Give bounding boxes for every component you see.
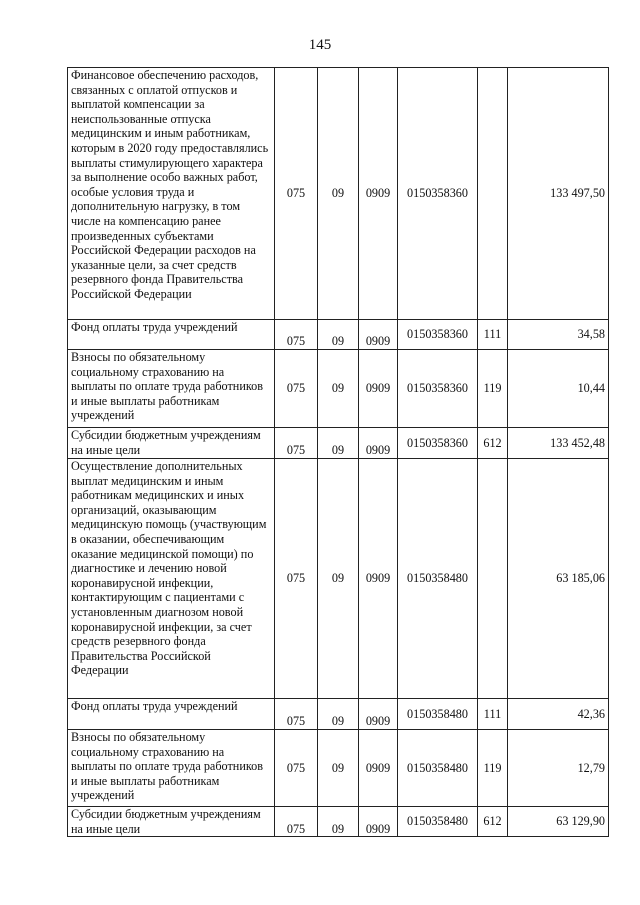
target-article-code: 0150358360: [398, 428, 478, 459]
expense-name: Взносы по обязательному социальному страхованию на выплаты по оплате труда работников и иные выплаты работникам учреждений: [68, 730, 275, 807]
subsection-code: 0909: [359, 459, 398, 699]
table-row: [68, 350, 609, 428]
admin-code: 075: [275, 320, 318, 350]
expense-type-code: 111: [478, 699, 508, 730]
expense-name: Субсидии бюджетным учреждениям на иные цели: [68, 807, 275, 837]
table-row: [68, 320, 609, 350]
table-row: [68, 68, 609, 320]
expense-type-code: 119: [478, 350, 508, 428]
table-row: [68, 428, 609, 459]
amount: 63 129,90: [508, 807, 609, 837]
section-code: 09: [318, 459, 359, 699]
expense-type-code: 612: [478, 807, 508, 837]
amount: 63 185,06: [508, 459, 609, 699]
amount: 133 452,48: [508, 428, 609, 459]
subsection-code: 0909: [359, 68, 398, 320]
target-article-code: 0150358360: [398, 68, 478, 320]
expense-type-code: [478, 459, 508, 699]
amount: 34,58: [508, 320, 609, 350]
admin-code: 075: [275, 68, 318, 320]
admin-code: 075: [275, 428, 318, 459]
expense-name: Субсидии бюджетным учреждениям на иные цели: [68, 428, 275, 459]
expense-type-code: 111: [478, 320, 508, 350]
section-code: 09: [318, 68, 359, 320]
admin-code: 075: [275, 807, 318, 837]
target-article-code: 0150358480: [398, 730, 478, 807]
subsection-code: 0909: [359, 350, 398, 428]
table-row: [68, 807, 609, 837]
amount: 42,36: [508, 699, 609, 730]
section-code: 09: [318, 320, 359, 350]
section-code: 09: [318, 730, 359, 807]
table-row: [68, 730, 609, 807]
target-article-code: 0150358360: [398, 320, 478, 350]
section-code: 09: [318, 428, 359, 459]
subsection-code: 0909: [359, 699, 398, 730]
admin-code: 075: [275, 459, 318, 699]
subsection-code: 0909: [359, 320, 398, 350]
table-row: [68, 459, 609, 699]
expense-name: Взносы по обязательному социальному страхованию на выплаты по оплате труда работников и иные выплаты работникам учреждений: [68, 350, 275, 428]
admin-code: 075: [275, 730, 318, 807]
amount: 10,44: [508, 350, 609, 428]
expense-name: Финансовое обеспечению расходов, связанных с оплатой отпусков и выплатой компенсации за неиспользованные отпуска медицинским и иным работникам, которым в 2020 году предоставлялись выплаты стимулирующего характера за выполнение особо важных работ, особые условия труда и дополнительную нагрузку, в том числе на компенсацию ранее произведенных субъектами Российской Федерации расходов на указанные цели, за счет средств резервного фонда Правительства Российской Федерации: [68, 68, 275, 320]
section-code: 09: [318, 350, 359, 428]
expense-name: Осуществление дополнительных выплат медицинским и иным работникам медицинских и иных организаций, оказывающим медицинскую помощь (участвующим в оказании, обеспечивающим оказание медицинской помощи) по диагностике и лечению новой коронавирусной инфекции, контактирующим с пациентами с установленным диагнозом новой коронавирусной инфекции, за счет средств резервного фонда Правительства Российской Федерации: [68, 459, 275, 699]
expense-type-code: [478, 68, 508, 320]
admin-code: 075: [275, 699, 318, 730]
target-article-code: 0150358480: [398, 459, 478, 699]
subsection-code: 0909: [359, 730, 398, 807]
target-article-code: 0150358360: [398, 350, 478, 428]
expense-type-code: 119: [478, 730, 508, 807]
target-article-code: 0150358480: [398, 807, 478, 837]
admin-code: 075: [275, 350, 318, 428]
page-number: 145: [308, 37, 332, 53]
section-code: 09: [318, 807, 359, 837]
subsection-code: 0909: [359, 807, 398, 837]
subsection-code: 0909: [359, 428, 398, 459]
expense-type-code: 612: [478, 428, 508, 459]
table-row: [68, 699, 609, 730]
section-code: 09: [318, 699, 359, 730]
target-article-code: 0150358480: [398, 699, 478, 730]
amount: 12,79: [508, 730, 609, 807]
expense-name: Фонд оплаты труда учреждений: [68, 320, 275, 350]
budget-table: [67, 67, 609, 837]
expense-name: Фонд оплаты труда учреждений: [68, 699, 275, 730]
amount: 133 497,50: [508, 68, 609, 320]
